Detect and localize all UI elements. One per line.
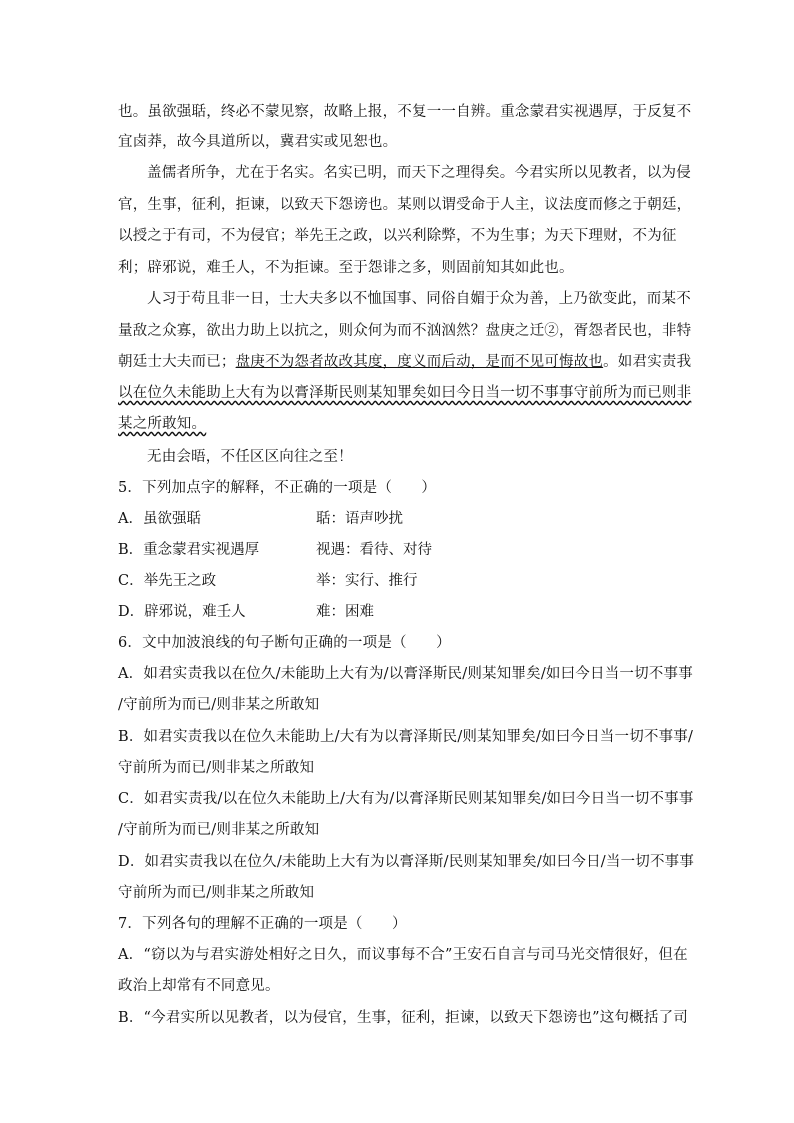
passage-line: 量敌之众寡，欲出力助上以抗之，则众何为而不汹汹然？盘庚之迁②，胥怨者民也，非特 [118,323,692,339]
option-line: 政治上却常有不同意见。 [118,978,280,994]
underlined-sentence: 盘庚不为怨者故改其度，度义而后动，是而不见可悔故也 [235,354,604,370]
wavy-underlined-sentence-end: 某之所敢知。 [118,416,207,432]
option-left: A．虽欲强聒 [118,511,201,527]
option-left: C．举先王之政 [118,573,217,589]
option-line: D．如君实责我以在位久/未能助上大有为以膏泽斯/民则某知罪矣/如曰今日/当一切不事事 [118,854,695,870]
option-line: /守前所为而已/则非某之所敢知 [118,822,320,838]
passage-line [118,413,678,435]
passage-text: 。如君实责我 [603,354,692,370]
option-line: /守前所为而已/则非某之所敢知 [118,697,320,713]
passage-text: 朝廷士大夫而已； [118,354,236,370]
option-right: 难：困难 [316,604,374,620]
passage-line: 官，生事，征利，拒谏，以致天下怨谤也。某则以谓受命于人主，议法度而修之于朝廷， [118,197,692,213]
question-stem: 7．下列各句的理解不正确的一项是（ ） [118,916,407,932]
passage-line: 盖儒者所争，尤在于名实。名实已明，而天下之理得矣。今君实所以见教者，以为侵 [147,165,691,181]
question-stem: 5．下列加点字的解释，不正确的一项是（ ） [118,480,437,496]
option-line: C．如君实责我/以在位久未能助上/大有为/以膏泽斯民则某知罪矣/如曰今日当一切不事事 [118,791,694,807]
option-line: B．如君实责我以在位久未能助上/大有为以膏泽斯民/则某知罪矣/如曰今日当一切不事事/ [118,729,694,745]
wavy-underlined-sentence: 以在位久未能助上大有为以膏泽斯民则某知罪矣如曰今日当一切不事事守前所为而已则非 [118,385,692,401]
option-line: 守前所为而已/则非某之所敢知 [118,885,315,901]
option-line: A．如君实责我以在位久/未能助上大有为/以膏泽斯民/则某知罪矣/如曰今日当一切不事事 [118,666,693,682]
passage-line: 无由会晤，不任区区向往之至！ [147,449,353,465]
option-left: D．辟邪说，难壬人 [118,604,246,620]
passage-line: 以授之于有司，不为侵官；举先王之政，以兴利除弊，不为生事；为天下理财，不为征 [118,228,677,244]
passage-line [118,351,692,373]
option-right: 聒：语声吵扰 [316,511,403,527]
option-left: B．重念蒙君实视遇厚 [118,542,260,558]
question-stem: 6．文中加波浪线的句子断句正确的一项是（ ） [118,635,451,651]
option-line: A．“窃以为与君实游处相好之日久，而议事每不合”王安石自言与司马光交情很好，但在 [118,947,688,963]
option-right: 举：实行、推行 [316,573,418,589]
passage-line: 利；辟邪说，难壬人，不为拒谏。至于怨诽之多，则固前知其如此也。 [118,260,574,276]
passage-line: 人习于苟且非一日，士大夫多以不恤国事、同俗自媚于众为善，上乃欲变此，而某不 [147,291,691,307]
option-right: 视遇：看待、对待 [316,542,432,558]
option-line: 守前所为而已/则非某之所敢知 [118,760,315,776]
option-line: B．“今君实所以见教者，以为侵官，生事，征利，拒谏，以致天下怨谤也”这句概括了司 [118,1010,688,1026]
passage-line: 也。虽欲强聒，终必不蒙见察，故略上报，不复一一自辨。重念蒙君实视遇厚，于反复不 [118,104,692,120]
passage-line: 宜卤莽，故今具道所以，冀君实或见恕也。 [118,134,398,150]
